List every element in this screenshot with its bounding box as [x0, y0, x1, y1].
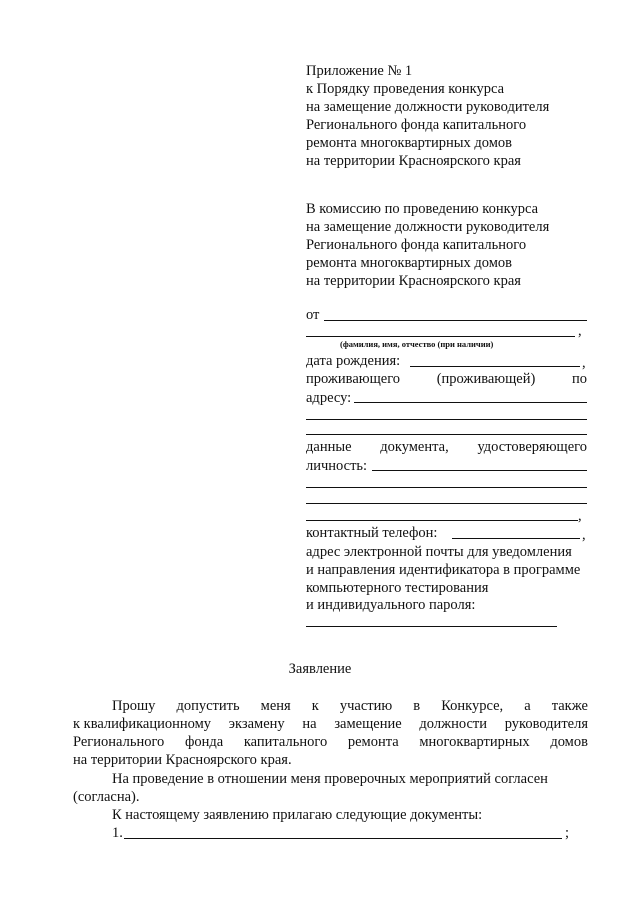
word: к — [311, 698, 319, 714]
document-word: данные — [306, 439, 352, 455]
appendix-line: на замещение должности руководителя — [306, 99, 550, 115]
word: ремонта — [347, 734, 399, 750]
word: а — [524, 698, 531, 714]
word: к квалификационному — [73, 716, 212, 732]
document-row — [306, 438, 587, 456]
identity-line[interactable] — [306, 503, 587, 504]
comma: , — [578, 508, 582, 524]
attachment-line[interactable] — [124, 838, 562, 839]
full-name-line[interactable] — [306, 336, 575, 337]
word: замещение — [334, 716, 402, 732]
attachment-end: ; — [565, 825, 570, 841]
word: участию — [339, 698, 393, 714]
paragraph-line — [112, 697, 588, 715]
birth-date-label: дата рождения: — [306, 353, 401, 369]
word: фонда — [184, 734, 224, 750]
document-word: документа, — [380, 439, 449, 455]
residing-word: проживающего — [306, 371, 401, 387]
email-label-line: компьютерного тестирования — [306, 580, 489, 596]
email-label-line: адрес электронной почты для уведомления — [306, 544, 572, 560]
phone-label: контактный телефон: — [306, 525, 438, 541]
word: также — [551, 698, 588, 714]
appendix-line: ремонта многоквартирных домов — [306, 135, 513, 151]
appendix-line: Приложение № 1 — [306, 63, 413, 79]
comma: , — [582, 527, 586, 543]
comma: , — [578, 323, 582, 339]
residing-word: по — [571, 371, 587, 387]
appendix-line: к Порядку проведения конкурса — [306, 81, 505, 97]
paragraph-line: (согласна). — [73, 789, 140, 805]
email-line[interactable] — [306, 626, 557, 627]
identity-label: личность: — [306, 458, 368, 474]
paragraph-line: На проведение в отношении меня проверочных мероприятий согласен — [112, 771, 548, 787]
phone-line[interactable] — [452, 538, 580, 539]
word: допустить — [176, 698, 240, 714]
word: меня — [260, 698, 291, 714]
identity-line[interactable] — [372, 470, 587, 471]
address-label: адресу: — [306, 390, 352, 406]
from-name-line[interactable] — [324, 320, 587, 321]
word: Регионального — [73, 734, 165, 750]
paragraph-line — [73, 715, 588, 733]
appendix-line: Регионального фонда капитального — [306, 117, 527, 133]
attachment-number: 1. — [112, 825, 123, 841]
birth-date-line[interactable] — [410, 366, 580, 367]
word: экзамену — [228, 716, 285, 732]
email-label-line: и направления идентификатора в программе — [306, 562, 581, 578]
residing-row — [306, 370, 587, 388]
word: капитального — [243, 734, 328, 750]
paragraph-line: К настоящему заявлению прилагаю следующие документы: — [112, 807, 483, 823]
paragraph-line — [73, 733, 588, 751]
word: многоквартирных — [419, 734, 530, 750]
word: домов — [550, 734, 588, 750]
address-line[interactable] — [306, 419, 587, 420]
fio-caption: (фамилия, имя, отчество (при наличии) — [340, 339, 494, 349]
comma: , — [582, 355, 586, 371]
word: Конкурсе, — [441, 698, 504, 714]
word: руководителя — [504, 716, 588, 732]
address-line[interactable] — [306, 434, 587, 435]
identity-line[interactable] — [306, 487, 587, 488]
identity-line[interactable] — [306, 520, 578, 521]
addressee-line: на замещение должности руководителя — [306, 219, 550, 235]
word: в — [413, 698, 421, 714]
residing-word: (проживающей) — [436, 371, 536, 387]
email-label-line: и индивидуального пароля: — [306, 597, 476, 613]
address-line[interactable] — [354, 402, 587, 403]
word: на — [302, 716, 317, 732]
appendix-line: на территории Красноярского края — [306, 153, 521, 169]
word: Прошу — [112, 698, 156, 714]
statement-title: Заявление — [288, 661, 352, 677]
addressee-line: В комиссию по проведению конкурса — [306, 201, 538, 217]
document-word: удостоверяющего — [477, 439, 587, 455]
from-label: от — [306, 307, 320, 323]
addressee-line: ремонта многоквартирных домов — [306, 255, 513, 271]
addressee-line: Регионального фонда капитального — [306, 237, 527, 253]
addressee-line: на территории Красноярского края — [306, 273, 521, 289]
paragraph-line: на территории Красноярского края. — [73, 752, 292, 768]
word: должности — [419, 716, 487, 732]
